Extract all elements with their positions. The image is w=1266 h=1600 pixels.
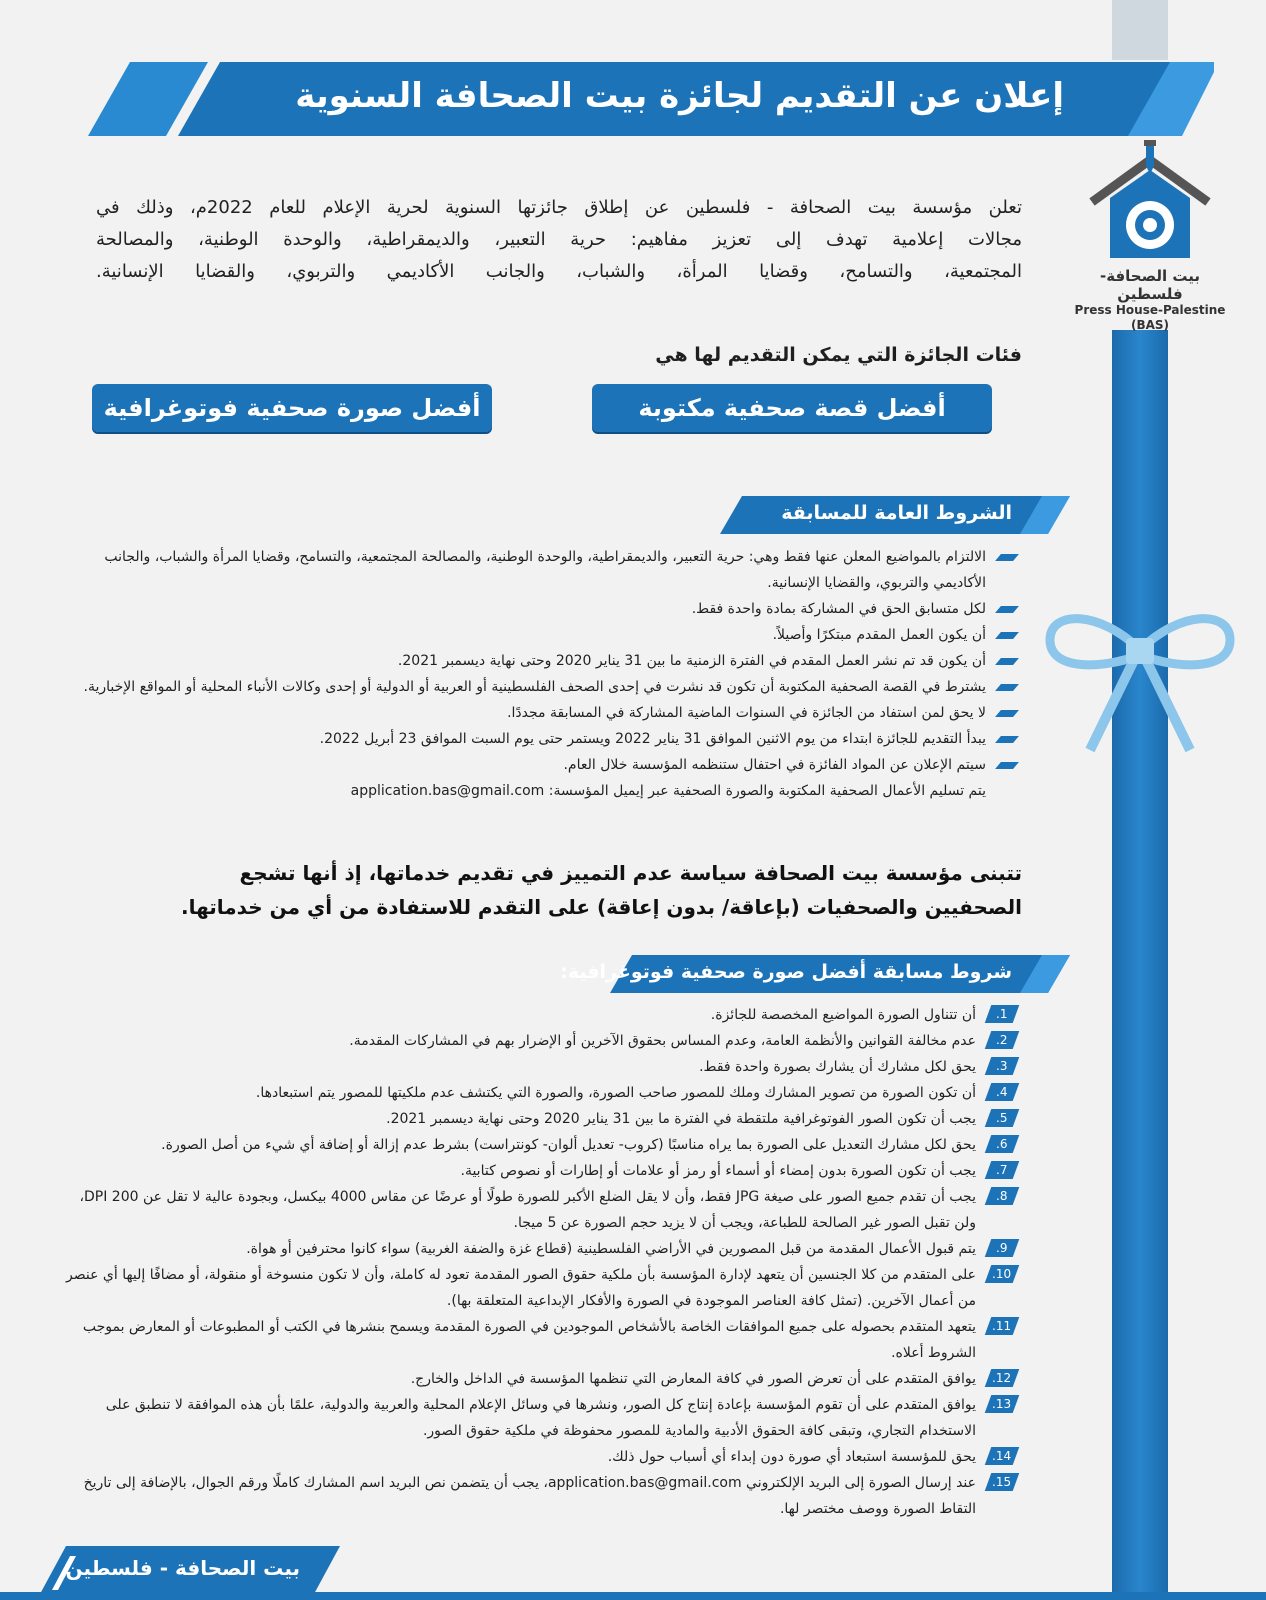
item-number: 13. [985, 1395, 1020, 1413]
press-house-logo [1070, 140, 1230, 333]
non-discrimination-policy [122, 856, 1022, 924]
item-number: 8. [985, 1187, 1020, 1205]
bullet-icon [995, 658, 1019, 665]
bullet-icon [995, 606, 1019, 613]
photo-conditions-title: شروط مسابقة أفضل صورة صحفية فوتوغرافية: [560, 961, 1012, 983]
list-item: 3. يحق لكل مشارك أن يشارك بصورة واحدة فقط. [56, 1054, 1016, 1080]
list-item: 6. يحق لكل مشارك التعديل على الصورة بما يراه مناسبًا (كروب- تعديل ألوان- كونتراست) بشرط عدم إزالة أو إضافة أي شيء من أصل الصورة. [56, 1132, 1016, 1158]
category-photo: أفضل صورة صحفية فوتوغرافية [92, 384, 492, 432]
page-title: إعلان عن التقديم لجائزة بيت الصحافة السنوية [295, 76, 1064, 116]
categories-title: فئات الجائزة التي يمكن التقديم لها هي [655, 344, 1022, 366]
item-number: 9. [985, 1239, 1020, 1257]
title-banner [88, 62, 1214, 138]
list-item: 4. أن تكون الصورة من تصوير المشارك وملك للمصور صاحب الصورة، والصورة التي يكتشف عدم ملكيتها للمصور يتم استبعادها. [56, 1080, 1016, 1106]
list-item: 2. عدم مخالفة القوانين والأنظمة العامة، وعدم المساس بحقوق الآخرين أو الإضرار بهم في المشاركات المقدمة. [56, 1028, 1016, 1054]
bullet-icon [995, 736, 1019, 743]
intro-line: مجالات إعلامية تهدف إلى تعزيز مفاهيم: حرية التعبير، والديمقراطية، والوحدة الوطنية، والمصالحة [96, 229, 1022, 250]
item-number: 2. [985, 1031, 1020, 1049]
ribbon-top-strip [1112, 0, 1168, 60]
list-item: 9. يتم قبول الأعمال المقدمة من قبل المصورين في الأراضي الفلسطينية (قطاع غزة والضفة الغربية) سواء كانوا محترفين أو هواة. [56, 1236, 1016, 1262]
list-item: 12. يوافق المتقدم على أن تعرض الصور في كافة المعارض التي تنظمها المؤسسة في الداخل والخارج. [56, 1366, 1016, 1392]
item-number: 7. [985, 1161, 1020, 1179]
ribbon-bow-icon [1040, 600, 1240, 760]
bullet-icon [995, 710, 1019, 717]
logo-name-en: Press House-Palestine [1074, 303, 1226, 317]
photo-conditions-list [56, 1002, 1016, 1522]
category-written-story: أفضل قصة صحفية مكتوبة [592, 384, 992, 432]
list-item: 5. يجب أن تكون الصور الفوتوغرافية ملتقطة في الفترة ما بين 31 يناير 2020 وحتى نهاية ديسمبر 2021. [56, 1106, 1016, 1132]
list-item: يشترط في القصة الصحفية المكتوبة أن تكون قد نشرت في إحدى الصحف الفلسطينية أو العربية أو الدولية أو إحدى وكالات الأنباء المحلية أو المواقع الإخبارية. [56, 674, 1016, 700]
item-number: 4. [985, 1083, 1020, 1101]
list-item: لا يحق لمن استفاد من الجائزة في السنوات الماضية المشاركة في المسابقة مجددًا. [56, 700, 1016, 726]
item-number: 3. [985, 1057, 1020, 1075]
list-item: أن يكون قد تم نشر العمل المقدم في الفترة الزمنية ما بين 31 يناير 2020 وحتى نهاية ديسمبر 2021. [56, 648, 1016, 674]
item-number: 10. [985, 1265, 1020, 1283]
general-conditions-list [56, 544, 1016, 804]
general-conditions-title: الشروط العامة للمسابقة [781, 502, 1012, 524]
intro-paragraph [96, 192, 1022, 288]
list-item: 1. أن تتناول الصورة المواضيع المخصصة للجائزة. [56, 1002, 1016, 1028]
footer-brand: بيت الصحافة - فلسطين [65, 1556, 300, 1580]
ribbon-vertical [1112, 330, 1168, 1600]
intro-line: تعلن مؤسسة بيت الصحافة - فلسطين عن إطلاق جائزتها السنوية لحرية الإعلام للعام 2022م، وذلك في [96, 197, 1022, 218]
item-number: 12. [985, 1369, 1020, 1387]
item-number: 5. [985, 1109, 1020, 1127]
list-item: 7. يجب أن تكون الصورة بدون إمضاء أو أسماء أو رمز أو علامات أو إطارات أو نصوص كتابية. [56, 1158, 1016, 1184]
logo-name-ar: بيت الصحافة-فلسطين [1100, 267, 1200, 303]
item-number: 11. [985, 1317, 1020, 1335]
logo-abbr: (BAS) [1130, 318, 1170, 332]
item-number: 1. [985, 1005, 1020, 1023]
list-item: 15. عند إرسال الصورة إلى البريد الإلكتروني application.bas@gmail.com، يجب أن يتضمن نص البريد اسم المشارك كاملًا ورقم الجوال، بالإضافة إلى تاريخ التقاط الصورة ووصف مختصر لها. [56, 1470, 1016, 1522]
bullet-icon [995, 684, 1019, 691]
footer-bar [0, 1592, 1266, 1600]
list-item: 11. يتعهد المتقدم بحصوله على جميع الموافقات الخاصة بالأشخاص الموجودين في الصورة المقدمة ويسمح بنشرها في الكتب أو المطبوعات أو المعارض بموجب الشروط أعلاه. [56, 1314, 1016, 1366]
photo-conditions-header [560, 955, 1070, 993]
list-item: الالتزام بالمواضيع المعلن عنها فقط وهي: حرية التعبير، والديمقراطية، والوحدة الوطنية، والمصالحة المجتمعية، والتسامح، وقضايا المرأة والشباب، والجانب الأكاديمي والتربوي، والقضايا الإنسانية. [56, 544, 1016, 596]
policy-line: الصحفيين والصحفيات (بإعاقة/ بدون إعاقة) على التقدم للاستفادة من أي من خدماتها. [180, 895, 1022, 919]
bullet-icon [995, 762, 1019, 769]
list-item: لكل متسابق الحق في المشاركة بمادة واحدة فقط. [56, 596, 1016, 622]
item-number: 6. [985, 1135, 1020, 1153]
bullet-icon [995, 554, 1019, 561]
list-item: 8. يجب أن تقدم جميع الصور على صيغة JPG فقط، وأن لا يقل الضلع الأكبر للصورة طولًا أو عرضًا عن مقاس 4000 بيكسل، وبجودة عالية لا تقل عن 200 DPI، ولن تقبل الصور غير الصالحة للطباعة، ويجب أن لا يزيد حجم الصورة عن 5 ميجا. [56, 1184, 1016, 1236]
list-item: 13. يوافق المتقدم على أن تقوم المؤسسة بإعادة إنتاج كل الصور، ونشرها في وسائل الإعلام المحلية والعربية والدولية، علمًا بأن هذه الموافقة لا تنطبق على الاستخدام التجاري، وتبقى كافة الحقوق الأدبية والمادية للمصور محفوظة في ملكية حقوق الصور. [56, 1392, 1016, 1444]
bullet-icon [995, 632, 1019, 639]
submission-note: يتم تسليم الأعمال الصحفية المكتوبة والصورة الصحفية عبر إيميل المؤسسة: application.bas@gmail.com [350, 783, 986, 799]
list-item: أن يكون العمل المقدم مبتكرًا وأصيلاً. [56, 622, 1016, 648]
intro-line: المجتمعية، والتسامح، وقضايا المرأة، والشباب، والجانب الأكاديمي والتربوي، والقضايا الإنسانية. [96, 261, 1022, 282]
list-item: يبدأ التقديم للجائزة ابتداء من يوم الاثنين الموافق 31 يناير 2022 ويستمر حتى يوم السبت الموافق 23 أبريل 2022. [56, 726, 1016, 752]
item-number: 15. [985, 1473, 1020, 1491]
house-eye-pen-icon [1080, 140, 1220, 265]
list-item: سيتم الإعلان عن المواد الفائزة في احتفال ستنظمه المؤسسة خلال العام. [56, 752, 1016, 778]
item-number: 14. [985, 1447, 1020, 1465]
list-item: 14. يحق للمؤسسة استبعاد أي صورة دون إبداء أي أسباب حول ذلك. [56, 1444, 1016, 1470]
policy-line: تتبنى مؤسسة بيت الصحافة سياسة عدم التمييز في تقديم خدماتها، إذ أنها تشجع [239, 861, 1022, 885]
list-item: 10. على المتقدم من كلا الجنسين أن يتعهد لإدارة المؤسسة بأن ملكية حقوق الصور المقدمة تعود له كاملة، وأن لا تكون منسوخة أو منقولة، أو مضافًا إليها أي عنصر من أعمال الآخرين. (تمثل كافة العناصر الموجودة في الصورة والأفكار الإبداعية المتعلقة بها). [56, 1262, 1016, 1314]
general-conditions-header [720, 496, 1070, 534]
footer-tag [40, 1546, 340, 1594]
